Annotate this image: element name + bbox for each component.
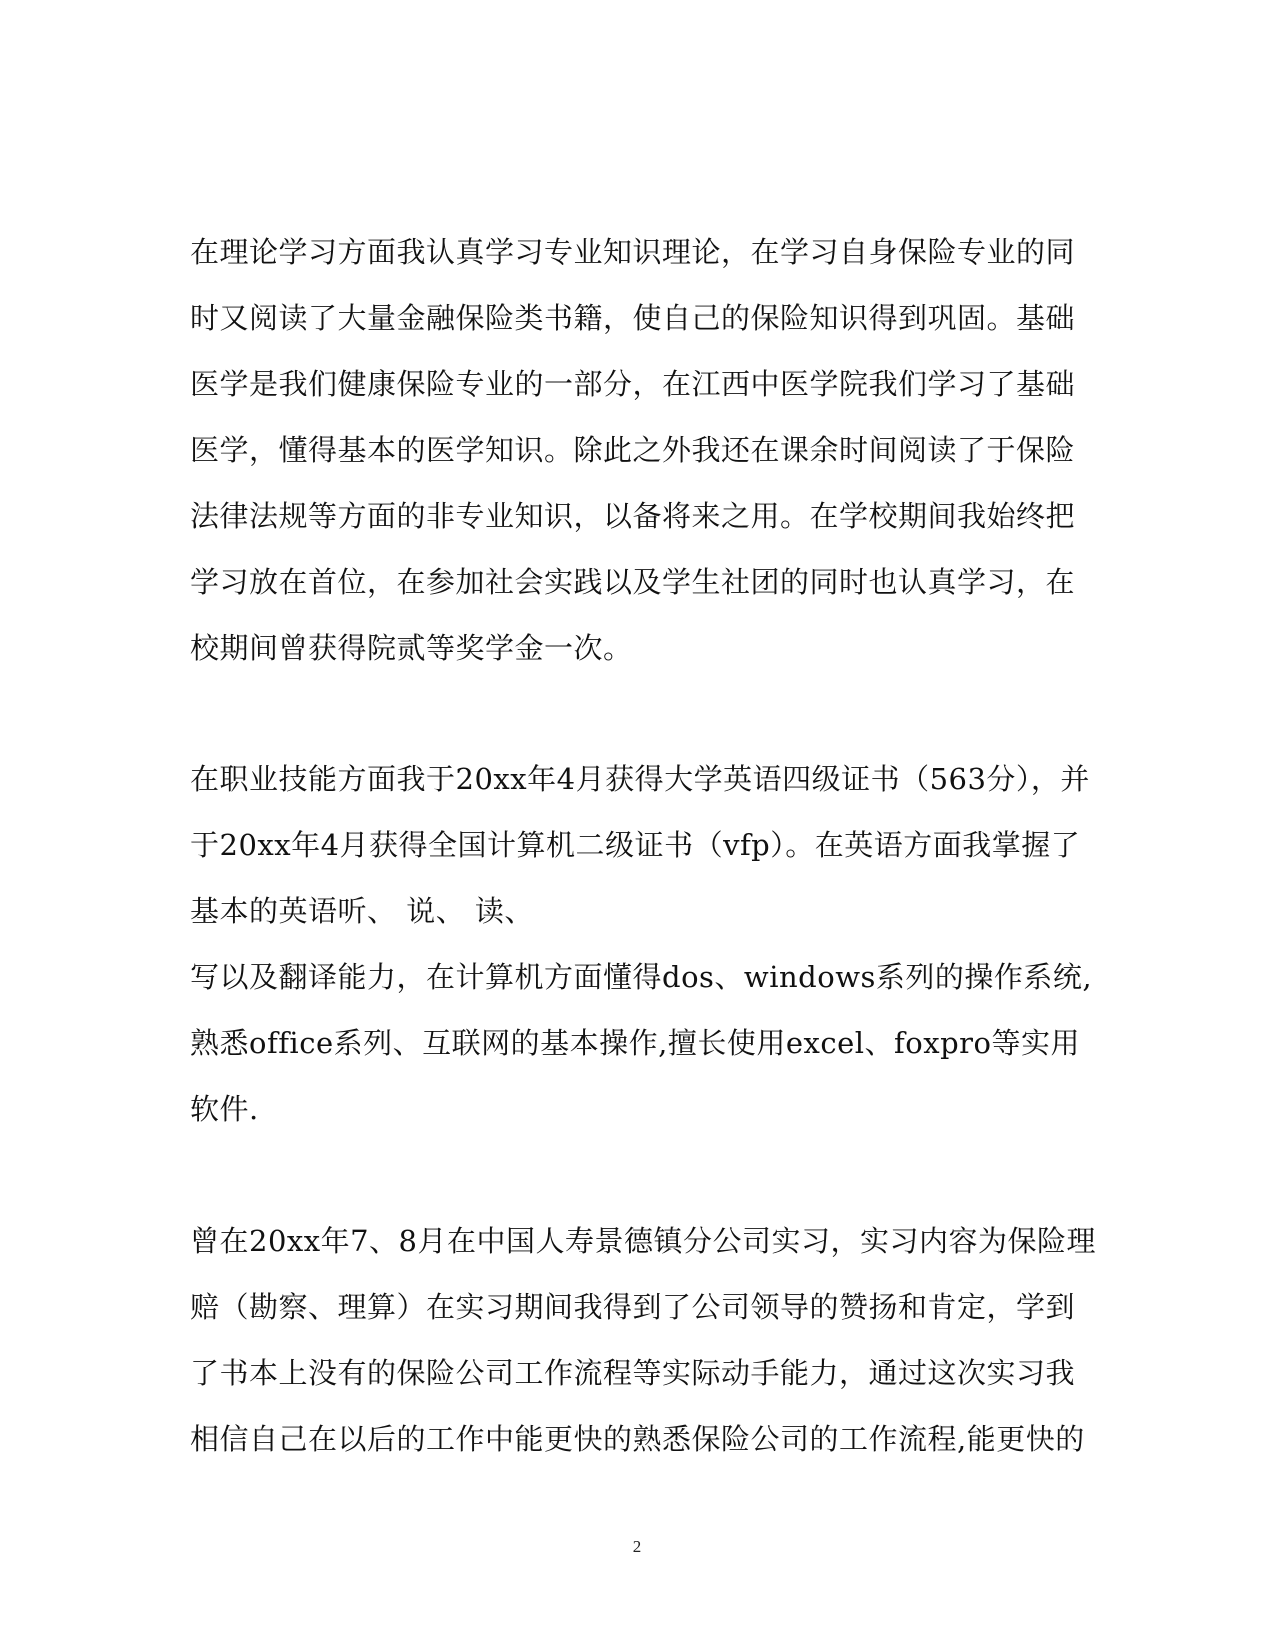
text-line: 相信自己在以后的工作中能更快的熟悉保险公司的工作流程,能更快的 [190,1422,1085,1456]
text-line: 熟悉office系列、互联网的基本操作,擅长使用excel、foxpro等实用 [190,1026,1080,1060]
text-line: 曾在20xx年7、8月在中国人寿景德镇分公司实习，实习内容为保险理 [190,1224,1097,1258]
page-number: 2 [632,1537,642,1556]
paragraph-internship [190,1208,1097,1472]
text-line: 医学，懂得基本的医学知识。除此之外我还在课余时间阅读了于保险 [190,433,1076,467]
text-line: 写以及翻译能力，在计算机方面懂得dos、windows系列的操作系统, [190,960,1093,994]
text-line: 了书本上没有的保险公司工作流程等实际动手能力，通过这次实习我 [190,1356,1076,1390]
paragraph-professional-skills [190,746,1093,1142]
text-line: 在理论学习方面我认真学习专业知识理论，在学习自身保险专业的同 [190,235,1076,269]
paragraph-theory-study [190,219,1090,681]
text-line: 赔（勘察、理算）在实习期间我得到了公司领导的赞扬和肯定，学到 [190,1290,1076,1324]
text-line: 医学是我们健康保险专业的一部分，在江西中医学院我们学习了基础 [190,367,1076,401]
text-line: 在职业技能方面我于20xx年4月获得大学英语四级证书（563分），并 [190,762,1090,796]
text-line: 基本的英语听、 说、 读、 [190,894,534,928]
text-line: 于20xx年4月获得全国计算机二级证书（vfp）。在英语方面我掌握了 [190,828,1081,862]
text-line: 软件. [190,1092,259,1126]
text-line: 学习放在首位，在参加社会实践以及学生社团的同时也认真学习，在 [190,565,1076,599]
text-line: 校期间曾获得院贰等奖学金一次。 [190,631,633,665]
text-line: 时又阅读了大量金融保险类书籍，使自己的保险知识得到巩固。基础 [190,301,1076,335]
text-line: 法律法规等方面的非专业知识，以备将来之用。在学校期间我始终把 [190,499,1076,533]
